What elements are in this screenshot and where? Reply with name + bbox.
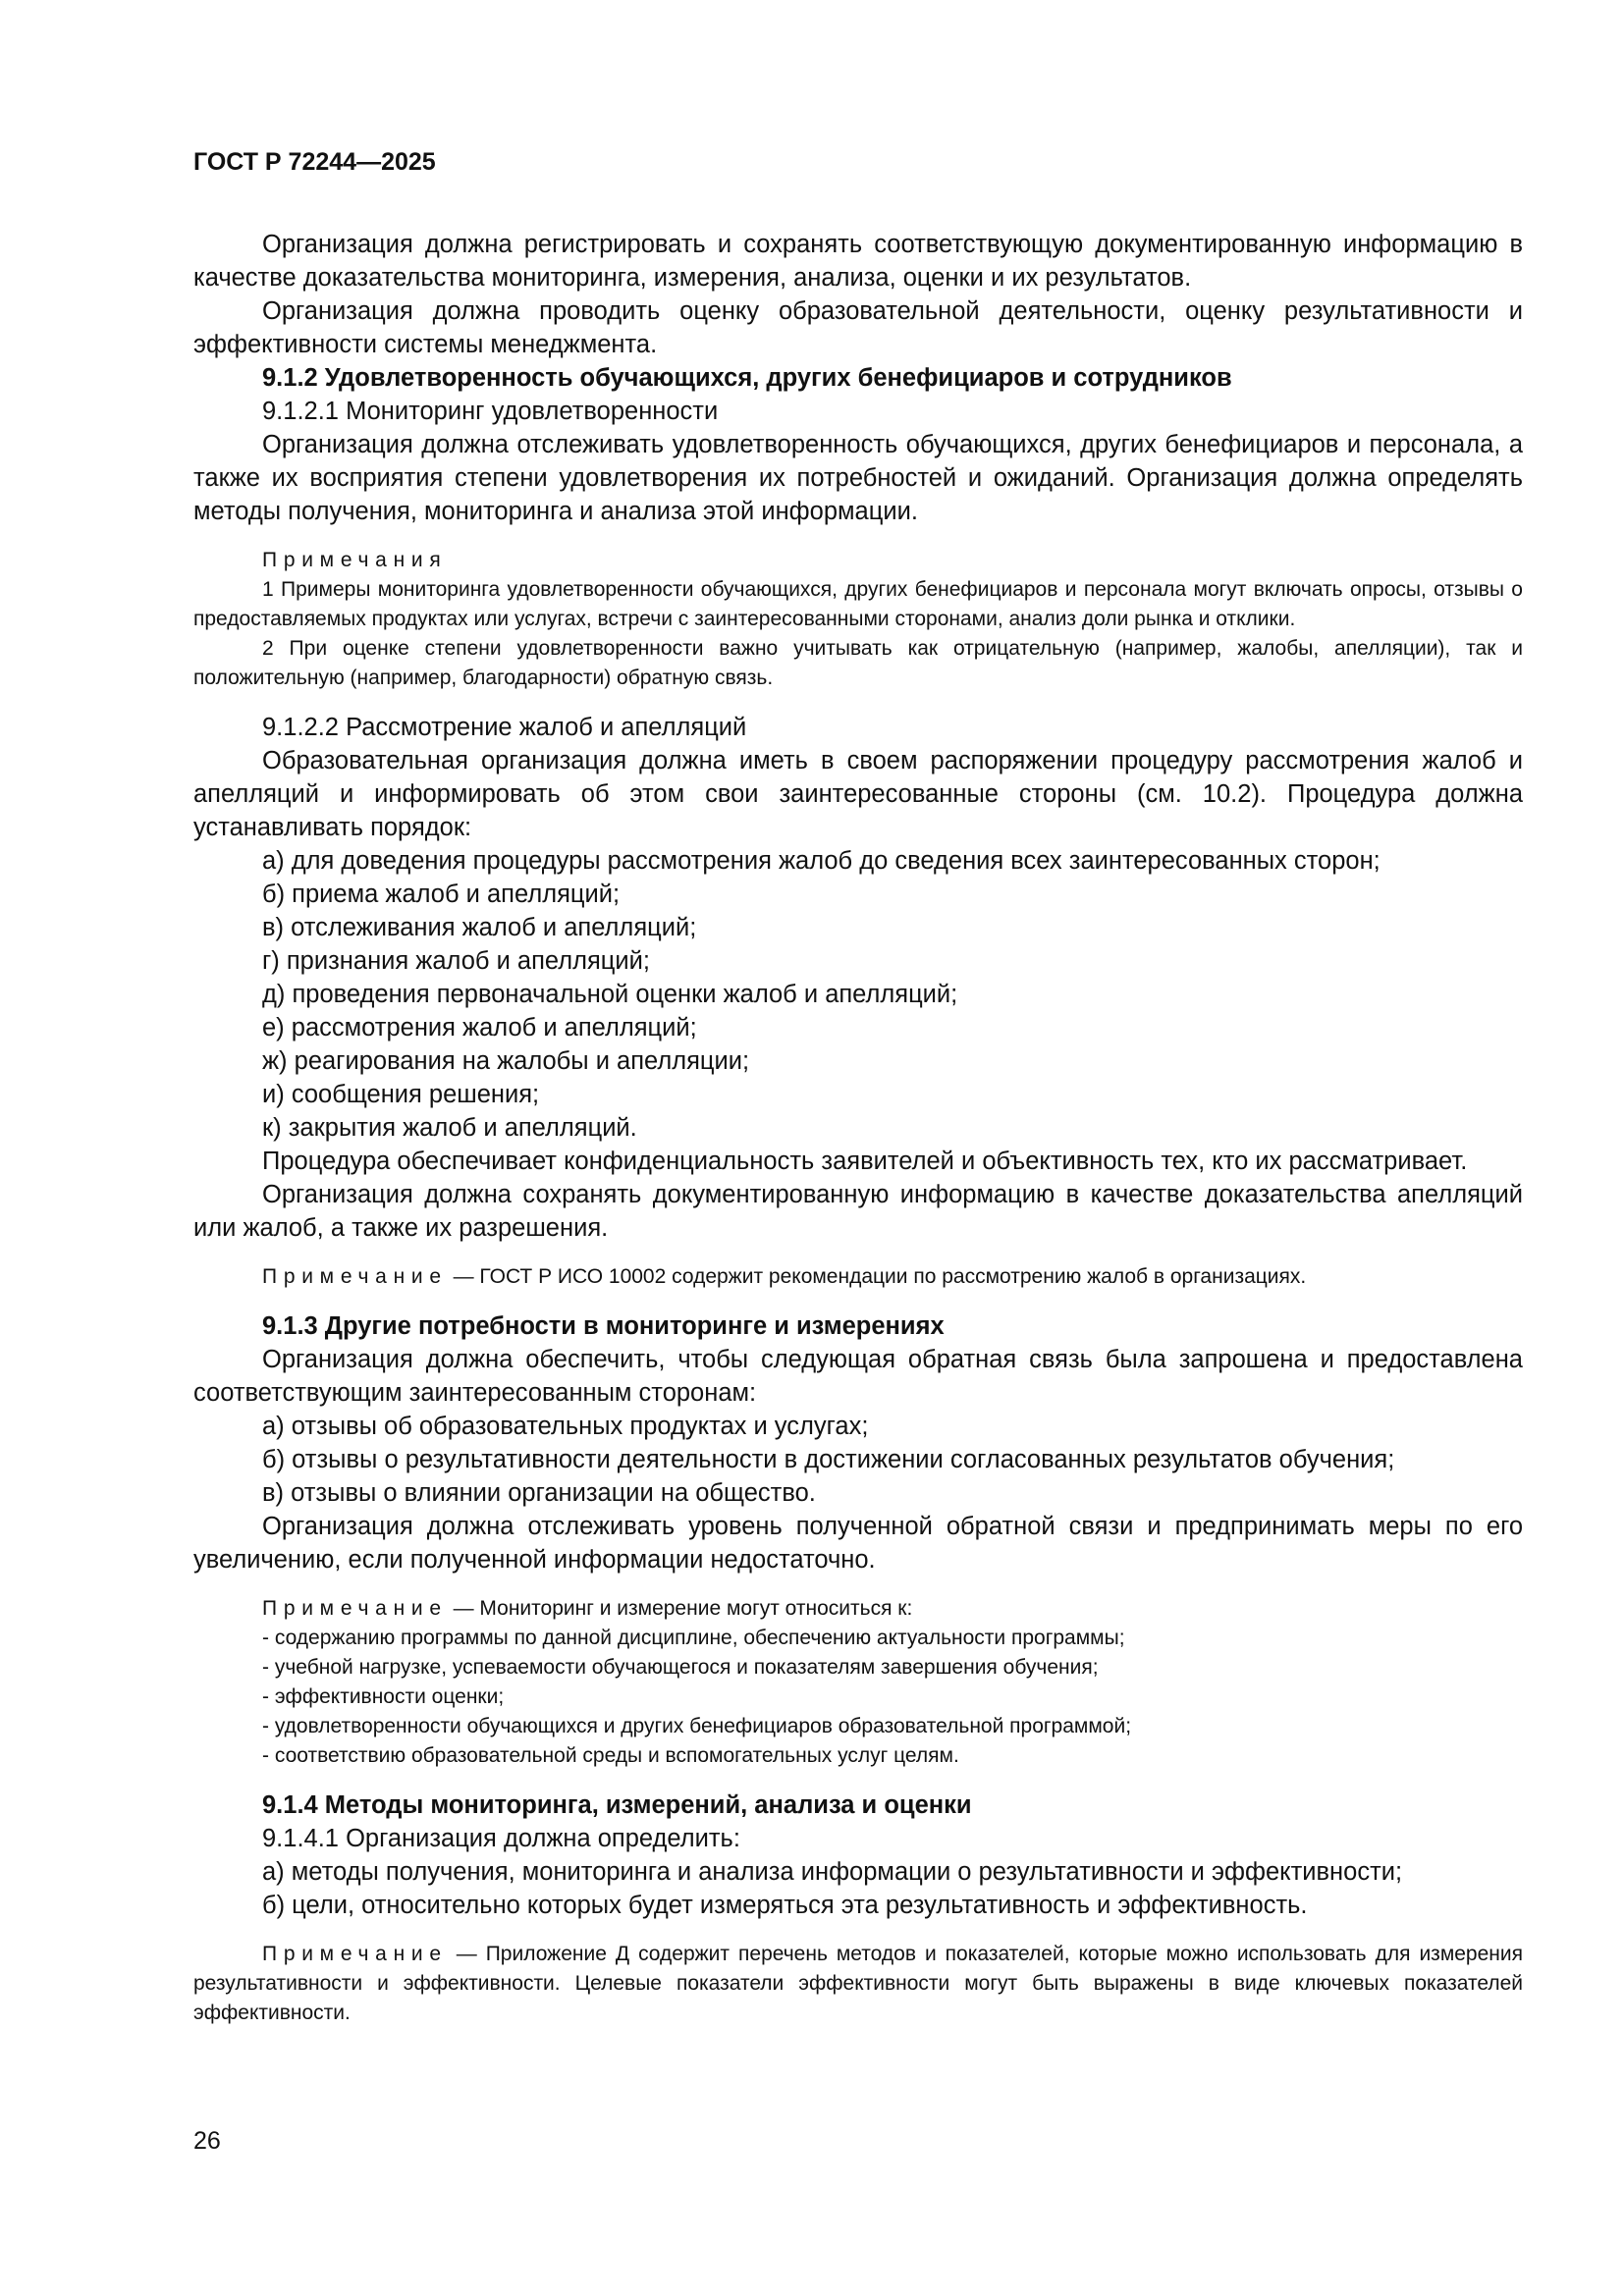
note-list-item: - соответствию образовательной среды и вспомогательных услуг целям.: [262, 1744, 959, 1767]
section-heading-9-1-4: 9.1.4 Методы мониторинга, измерений, анализа и оценки: [262, 1791, 972, 1819]
document-body: [193, 228, 1523, 528]
list-item: е) рассмотрения жалоб и апелляций;: [262, 1014, 697, 1041]
list-item: в) отзывы о влиянии организации на общество.: [262, 1479, 816, 1507]
list-item: г) признания жалоб и апелляций;: [262, 947, 650, 975]
paragraph: Процедура обеспечивает конфиденциальность заявителей и объективность тех, кто их рассматривает.: [262, 1148, 1468, 1175]
note-block-4: [193, 1940, 1523, 2028]
note-item: Примечание — Мониторинг и измерение могут относиться к:: [262, 1597, 913, 1620]
list-item: и) сообщения решения;: [262, 1081, 540, 1108]
paragraph: Образовательная организация должна иметь в своем распоряжении процедуру рассмотрения жалоб и апелляций и информировать об этом свои заинтересованные стороны (см. 10.2). Процедура должна устанавливать порядок:: [193, 747, 1523, 841]
paragraph: Организация должна отслеживать уровень полученной обратной связи и предпринимать меры по его увеличению, если полученной информации недостаточно.: [193, 1513, 1523, 1574]
note-block-3: [193, 1594, 1523, 1771]
note-item: 1 Примеры мониторинга удовлетворенности обучающихся, других бенефициаров и персонала могут включать опросы, отзывы о предоставляемых продуктах или услугах, встречи с заинтересованными сторонами, анализ доли рынка и отклики.: [193, 578, 1523, 630]
note-list-item: - учебной нагрузке, успеваемости обучающегося и показателям завершения обучения;: [262, 1656, 1099, 1679]
document-body: [193, 1309, 1523, 1576]
note-list-item: - удовлетворенности обучающихся и других бенефициаров образовательной программой;: [262, 1715, 1132, 1737]
list-item: б) приема жалоб и апелляций;: [262, 881, 621, 908]
section-heading-9-1-3: 9.1.3 Другие потребности в мониторинге и измерениях: [262, 1312, 945, 1340]
note-item: Примечание — ГОСТ Р ИСО 10002 содержит рекомендации по рассмотрению жалоб в организациях.: [262, 1265, 1307, 1288]
list-item: а) методы получения, мониторинга и анализа информации о результативности и эффективности;: [262, 1858, 1403, 1886]
note-list-item: - эффективности оценки;: [262, 1685, 505, 1708]
list-item: б) отзывы о результативности деятельности в достижении согласованных результатов обучения;: [262, 1446, 1395, 1473]
paragraph: Организация должна отслеживать удовлетворенность обучающихся, других бенефициаров и персонала, а также их восприятия степени удовлетворения их потребностей и ожиданий. Организация должна определять методы получения, мониторинга и анализа этой информации.: [193, 431, 1523, 525]
list-item: к) закрытия жалоб и апелляций.: [262, 1114, 637, 1142]
note-block-2: [193, 1262, 1523, 1292]
list-item: а) отзывы об образовательных продуктах и услугах;: [262, 1413, 869, 1440]
paragraph: Организация должна регистрировать и сохранять соответствующую документированную информацию в качестве доказательства мониторинга, измерения, анализа, оценки и их результатов.: [193, 231, 1523, 292]
list-item: б) цели, относительно которых будет измеряться эта результативность и эффективность.: [262, 1892, 1308, 1919]
list-item: ж) реагирования на жалобы и апелляции;: [262, 1047, 750, 1075]
section-heading-9-1-2: 9.1.2 Удовлетворенность обучающихся, других бенефициаров и сотрудников: [262, 364, 1232, 392]
subsection-heading-9-1-2-1: 9.1.2.1 Мониторинг удовлетворенности: [262, 398, 719, 425]
note-item: 2 При оценке степени удовлетворенности важно учитывать как отрицательную (например, жалобы, апелляции), так и положительную (например, благодарности) обратную связь.: [193, 637, 1523, 689]
notes-title: Примечания: [262, 549, 448, 571]
note-item: Примечание — Приложение Д содержит перечень методов и показателей, которые можно использовать для измерения результативности и эффективности. Целевые показатели эффективности могут быть выражены в виде ключевых показателей эффективности.: [193, 1943, 1523, 2024]
document-code: ГОСТ Р 72244—2025: [193, 148, 436, 176]
notes-block-1: [193, 546, 1523, 693]
list-item: д) проведения первоначальной оценки жалоб и апелляций;: [262, 981, 958, 1008]
paragraph: Организация должна сохранять документированную информацию в качестве доказательства апелляций или жалоб, а также их разрешения.: [193, 1181, 1523, 1242]
page-number: 26: [193, 2127, 221, 2155]
list-item: в) отслеживания жалоб и апелляций;: [262, 914, 697, 941]
list-item: а) для доведения процедуры рассмотрения жалоб до сведения всех заинтересованных сторон;: [262, 847, 1380, 875]
paragraph: Организация должна обеспечить, чтобы следующая обратная связь была запрошена и предоставлена соответствующим заинтересованным сторонам:: [193, 1346, 1523, 1407]
document-body: [193, 711, 1523, 1245]
paragraph: Организация должна проводить оценку образовательной деятельности, оценку результативности и эффективности системы менеджмента.: [193, 297, 1523, 358]
paragraph: 9.1.4.1 Организация должна определить:: [262, 1825, 740, 1852]
subsection-heading-9-1-2-2: 9.1.2.2 Рассмотрение жалоб и апелляций: [262, 714, 747, 741]
document-body: [193, 1789, 1523, 1922]
note-list-item: - содержанию программы по данной дисциплине, обеспечению актуальности программы;: [262, 1627, 1125, 1649]
